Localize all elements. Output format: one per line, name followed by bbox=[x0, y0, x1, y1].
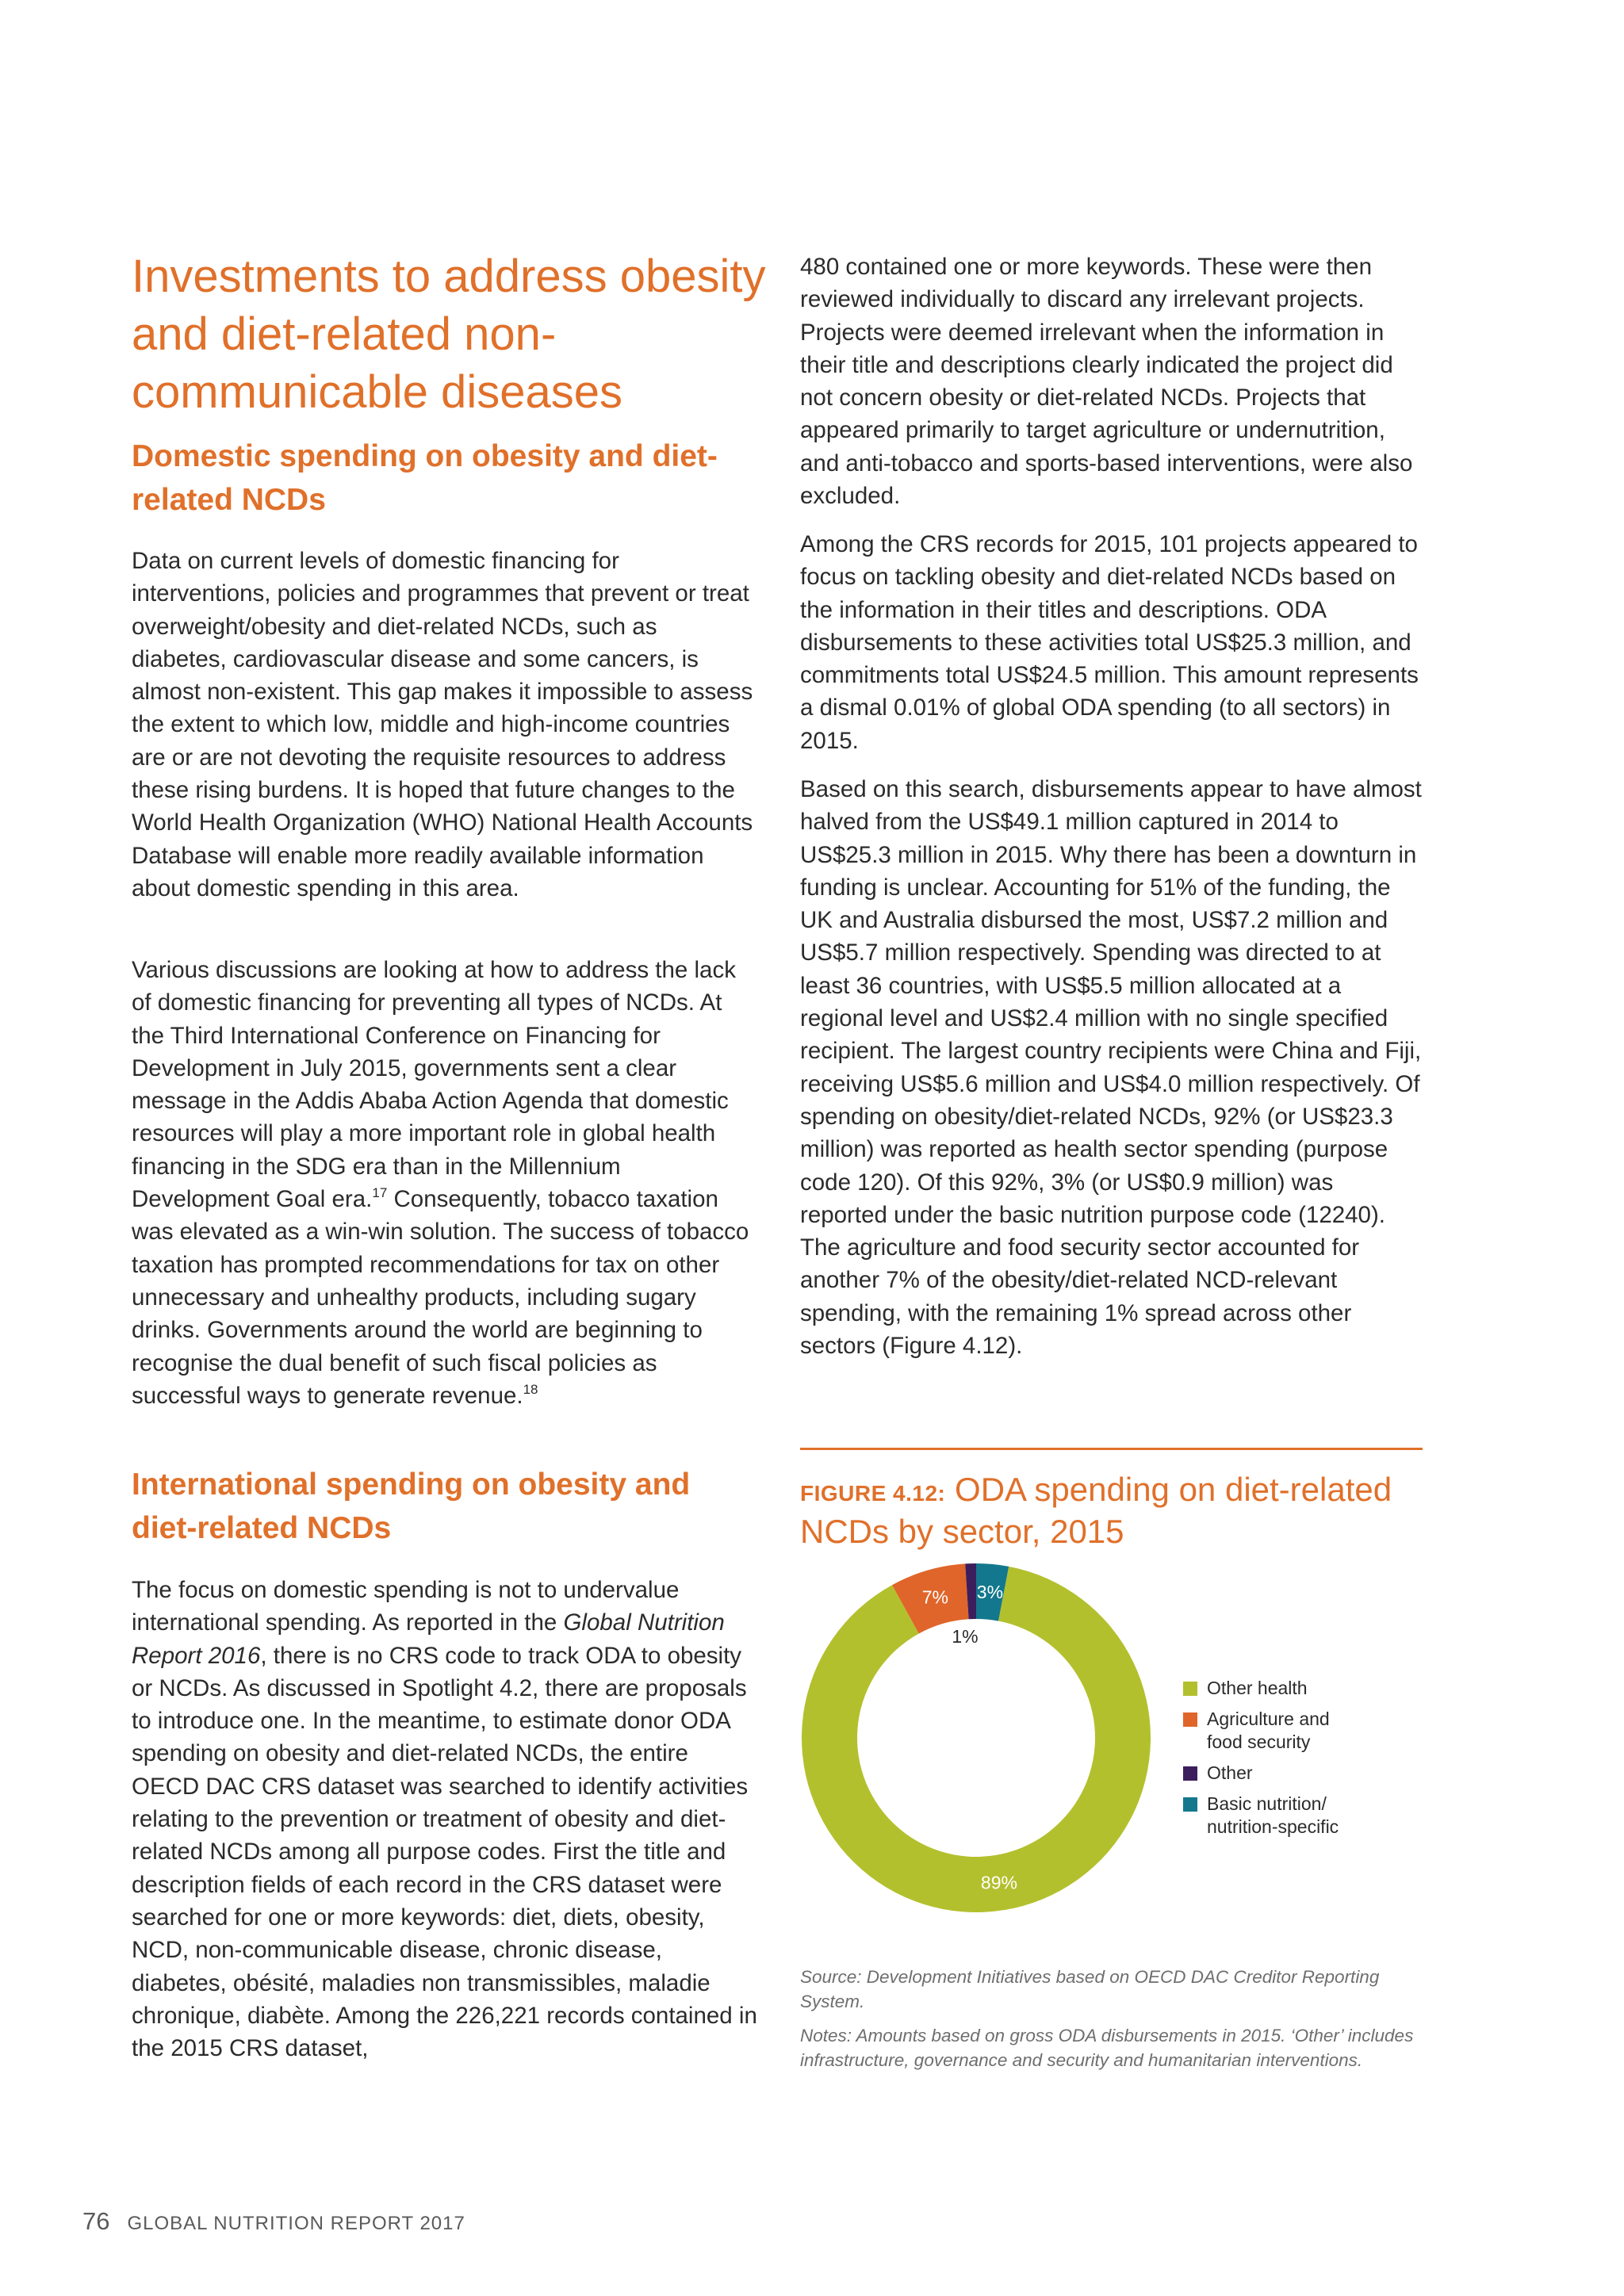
donut-label-agriculture-and-food-security: 7% bbox=[921, 1586, 949, 1608]
paragraph-international-spending bbox=[132, 1574, 758, 2064]
figure-caption: ODA spending on diet-related NCDs by sector, 2015 bbox=[800, 1471, 1392, 1550]
donut-svg bbox=[800, 1562, 1181, 1942]
page-title: Investments to address obesity and diet-related non-communicable diseases bbox=[132, 251, 766, 418]
report-name: GLOBAL NUTRITION REPORT 2017 bbox=[127, 2213, 465, 2234]
legend-label: Other bbox=[1207, 1762, 1253, 1783]
figure-notes: Notes: Amounts based on gross ODA disbursements in 2015. ‘Other’ includes infrastructure, governance and security and humanitarian interventions. bbox=[800, 2026, 1414, 2070]
page-number: 76 bbox=[82, 2207, 110, 2235]
paragraph-keyword-review: 480 contained one or more keywords. These were then reviewed individually to discard any irrelevant projects. Projects were deemed irrelevant when the information in their title and descriptions clearly indicated the project did not concern obesity or diet-related NCDs. Projects that appeared primarily to target agriculture or undernutrition, and anti-tobacco and sports-based interventions, were also excluded. bbox=[800, 254, 1413, 510]
donut-chart bbox=[800, 1562, 1423, 1942]
legend-label: food security bbox=[1207, 1732, 1311, 1752]
footnote-ref-17[interactable]: 17 bbox=[372, 1185, 388, 1201]
paragraph-text: The focus on domestic spending is not to undervalue international spending. As reported in the bbox=[132, 1577, 680, 1636]
paragraph-disbursements: Based on this search, disbursements appear to have almost halved from the US$49.1 million captured in 2014 to US$25.3 million in 2015. Why there has been a downturn in funding is unclear. Accounting for 51% of the funding, the UK and Australia disbursed the most, US$7.2 million and US$5.7 million respectively. Spending was directed to at least 36 countries, with US$5.5 million allocated at a regional level and US$2.4 million with no single specified recipient. The largest country recipients were China and Fiji, receiving US$5.6 million and US$4.0 million respectively. Of spending on obesity/diet-related NCDs, 92% (or US$23.3 million) was reported as health sector spending (purpose code 120). Of this 92%, 3% (or US$0.9 million) was reported under the basic nutrition purpose code (12240). The agriculture and food security sector accounted for another 7% of the obesity/diet-related NCD-relevant spending, with the remaining 1% spread across other sectors (Figure 4.12). bbox=[800, 776, 1422, 1360]
paragraph-domestic-data: Data on current levels of domestic financing for interventions, policies and programmes that prevent or treat overweight/obesity and diet-related NCDs, such as diabetes, cardiovascular disease and some cancers, is almost non-existent. This gap makes it impossible to assess the extent to which low, middle and high-income countries are or are not devoting the requisite resources to address these rising burdens. It is hoped that future changes to the World Health Organization (WHO) National Health Accounts Database will enable more readily available information about domestic spending in this area. bbox=[132, 548, 753, 901]
legend-swatch-basic-nutrition-nutrition-specific bbox=[1183, 1797, 1197, 1812]
paragraph-crs-records: Among the CRS records for 2015, 101 projects appeared to focus on tackling obesity and diet-related NCDs based on the information in their titles and descriptions. ODA disbursements to these activities total US$25.3 million, and commitments total US$24.5 million. This amount represents a dismal 0.01% of global ODA spending (to all sectors) in 2015. bbox=[800, 531, 1419, 754]
legend-item-agriculture-and-food-security bbox=[1207, 1708, 1330, 1754]
section-heading-international: International spending on obesity and diet-related NCDs bbox=[132, 1468, 691, 1545]
legend-swatch-other bbox=[1183, 1766, 1197, 1781]
figure-label: FIGURE 4.12: bbox=[800, 1481, 946, 1506]
section-heading-domestic: Domestic spending on obesity and diet-related NCDs bbox=[132, 439, 718, 517]
legend-item-other bbox=[1207, 1762, 1253, 1785]
donut-label-other: 1% bbox=[952, 1626, 979, 1647]
footnote-ref-18[interactable]: 18 bbox=[523, 1381, 538, 1397]
paragraph-text: , there is no CRS code to track ODA to obesity or NCDs. As discussed in Spotlight 4.2, there are proposals to introduce one. In the meantime, to estimate donor ODA spending on obesity and diet-related NCDs, the entire OECD DAC CRS dataset was searched to identify activities relating to the prevention or treatment of obesity and diet-related NCDs among all purpose codes. First the title and description fields of each record in the CRS dataset were searched for one or more keywords: diet, diets, obesity, NCD, non-communicable disease, chronic disease, diabetes, obésité, maladies non transmissibles, maladie chronique, diabète. Among the 226,221 records contained in the 2015 CRS dataset, bbox=[132, 1642, 757, 2062]
legend-item-basic-nutrition-nutrition-specific bbox=[1207, 1793, 1339, 1839]
figure-divider bbox=[800, 1448, 1423, 1450]
figure-source: Source: Development Initiatives based on OECD DAC Creditor Reporting System. bbox=[800, 1967, 1380, 2011]
paragraph-text: Various discussions are looking at how to address the lack of domestic financing for preventing all types of NCDs. At the Third International Conference on Financing for Development in July 2015, governments sent a clear message in the Addis Ababa Action Agenda that domestic resources will play a more important role in global health financing in the SDG era than in the Millennium Development Goal era. bbox=[132, 957, 736, 1213]
legend-label: Agriculture and bbox=[1207, 1709, 1330, 1729]
legend-label: nutrition-specific bbox=[1207, 1816, 1339, 1837]
paragraph-text: Consequently, tobacco taxation was elevated as a win-win solution. The success of tobacco taxation has prompted recommendations for tax on other unnecessary and unhealthy products, including sugary drinks. Governments around the world are beginning to recognise the dual benefit of such fiscal policies as successful ways to generate revenue. bbox=[132, 1186, 749, 1409]
donut-label-basic-nutrition-nutrition-specific: 3% bbox=[976, 1581, 1004, 1602]
donut-label-other-health: 89% bbox=[980, 1872, 1017, 1893]
legend-swatch-agriculture-and-food-security bbox=[1183, 1712, 1197, 1727]
figure-title bbox=[800, 1471, 1423, 1551]
legend-label: Basic nutrition/ bbox=[1207, 1793, 1327, 1814]
legend-swatch-other-health bbox=[1183, 1682, 1197, 1696]
legend-item-other-health bbox=[1207, 1677, 1308, 1700]
legend-label: Other health bbox=[1207, 1678, 1308, 1698]
page-footer bbox=[82, 2207, 465, 2236]
report-title-italic: Global Nutrition Report 2016 bbox=[132, 1609, 725, 1669]
paragraph-domestic-discussions bbox=[132, 954, 750, 1412]
